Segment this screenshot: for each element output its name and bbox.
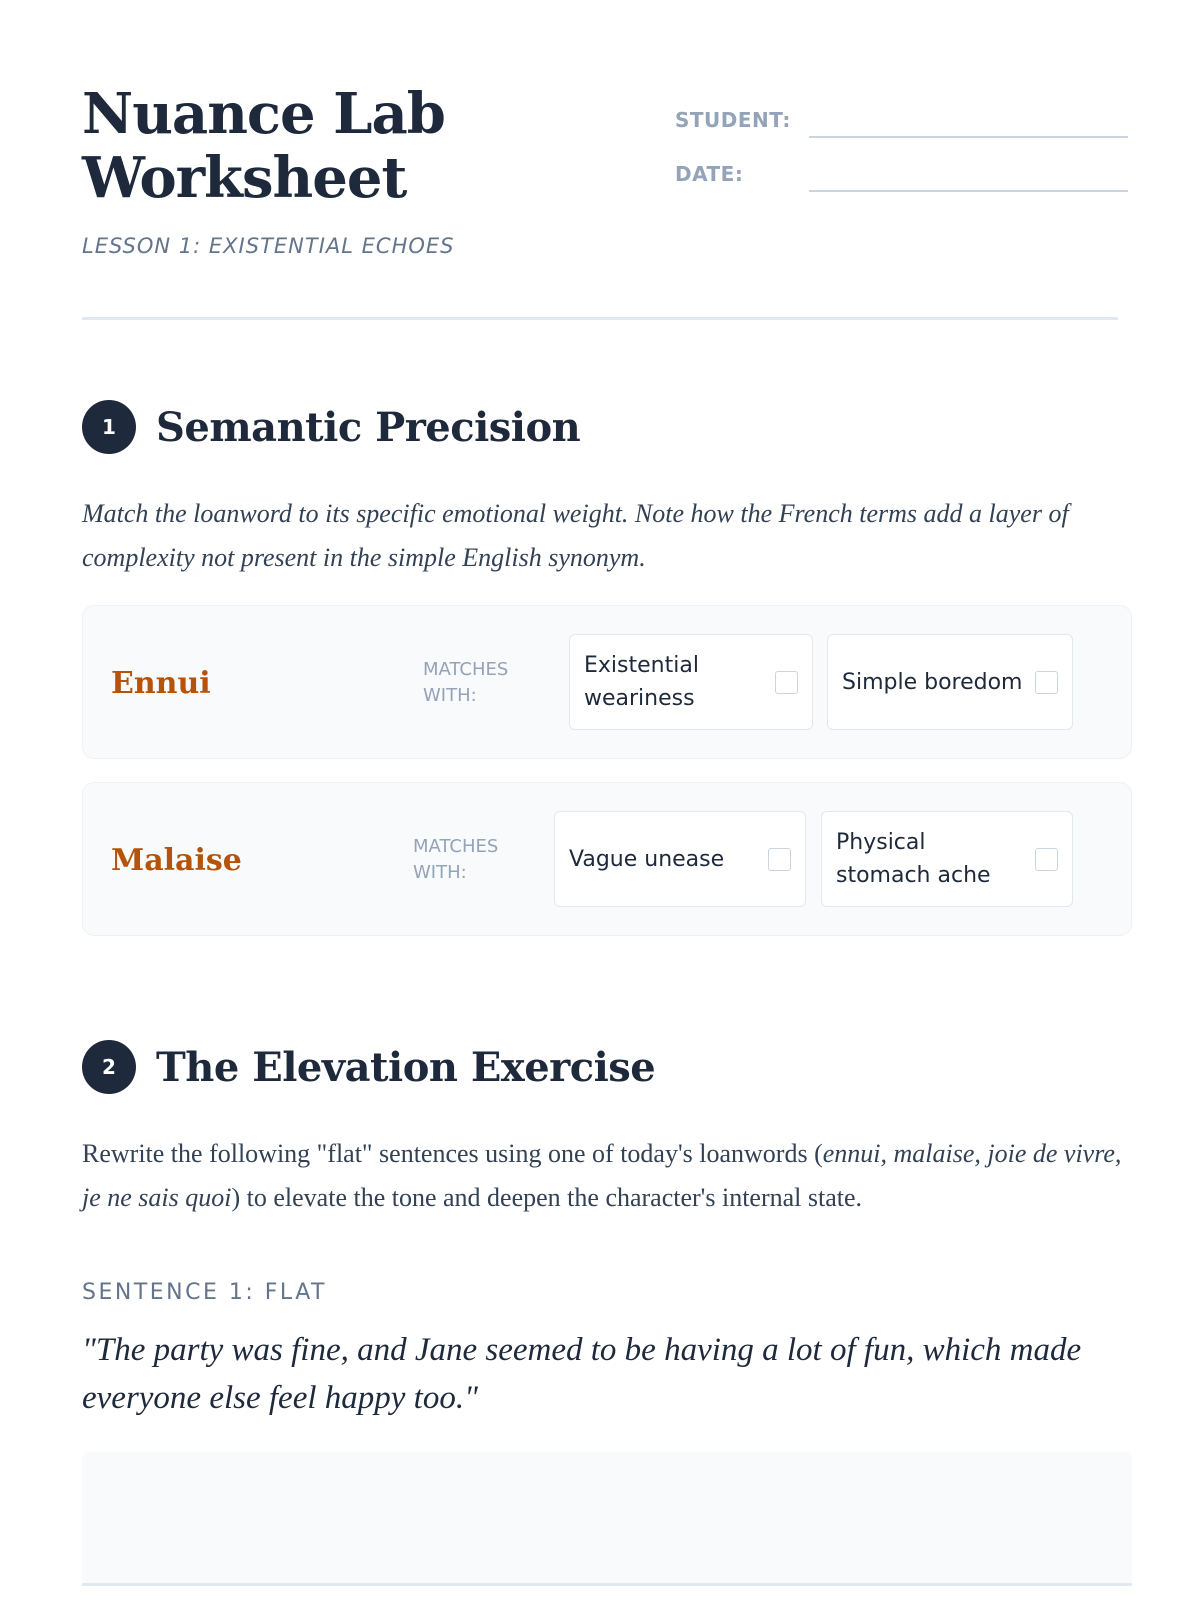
page-title	[82, 82, 542, 210]
match-card-ennui	[82, 605, 1132, 759]
section-number-badge: 1	[82, 400, 136, 454]
section-title: Semantic Precision	[156, 403, 581, 451]
section-1-heading	[82, 400, 1132, 454]
rewrite-answer-field[interactable]	[82, 1452, 1132, 1586]
date-label: DATE:	[675, 162, 744, 186]
option-existential-weariness[interactable]	[569, 634, 813, 730]
student-name-field[interactable]	[809, 110, 1128, 138]
option-checkbox[interactable]	[1035, 671, 1058, 694]
sentence-label: SENTENCE 1: FLAT	[82, 1280, 327, 1305]
title-line-1: Nuance Lab	[82, 81, 445, 147]
option-vague-unease[interactable]	[554, 811, 806, 907]
section-semantic-precision	[82, 400, 1132, 580]
student-label: STUDENT:	[675, 108, 791, 132]
matches-with-label: MATCHES WITH:	[413, 836, 499, 883]
option-physical-stomach-ache[interactable]	[821, 811, 1073, 907]
student-meta	[675, 84, 1128, 192]
option-simple-boredom[interactable]	[827, 634, 1073, 730]
option-label: Vague unease	[569, 846, 725, 872]
option-label: Physical stomach ache	[836, 830, 991, 888]
date-field[interactable]	[809, 164, 1128, 192]
option-checkbox[interactable]	[1035, 848, 1058, 871]
instructions-pre: Rewrite the following "flat" sentences using one of today's loanwords (	[82, 1139, 823, 1168]
header-divider	[82, 317, 1118, 320]
match-card-malaise	[82, 782, 1132, 936]
loanword-list: ennui, malaise, joie de vivre, je ne sais quoi	[82, 1139, 1122, 1212]
section-2-instructions	[82, 1132, 1132, 1220]
loanword-term: Malaise	[111, 842, 242, 878]
matches-with-label: MATCHES WITH:	[423, 659, 509, 706]
worksheet-header	[82, 0, 1118, 320]
title-line-2: Worksheet	[82, 145, 407, 211]
student-row	[675, 84, 1128, 138]
section-2-heading	[82, 1040, 1132, 1094]
date-row	[675, 138, 1128, 192]
instructions-post: ) to elevate the tone and deepen the character's internal state.	[231, 1183, 863, 1212]
option-checkbox[interactable]	[775, 671, 798, 694]
section-1-instructions: Match the loanword to its specific emotional weight. Note how the French terms add a layer of complexity not present in the simple English synonym.	[82, 499, 1069, 572]
lesson-subtitle: LESSON 1: EXISTENTIAL ECHOES	[82, 234, 455, 258]
option-label: Existential weariness	[584, 653, 699, 711]
loanword-term: Ennui	[111, 665, 211, 701]
section-title: The Elevation Exercise	[156, 1043, 656, 1091]
section-elevation-exercise	[82, 1040, 1132, 1220]
option-label: Simple boredom	[842, 669, 1023, 695]
flat-sentence: "The party was fine, and Jane seemed to be having a lot of fun, which made everyone else feel happy too."	[82, 1332, 1082, 1416]
option-checkbox[interactable]	[768, 848, 791, 871]
section-number-badge: 2	[82, 1040, 136, 1094]
